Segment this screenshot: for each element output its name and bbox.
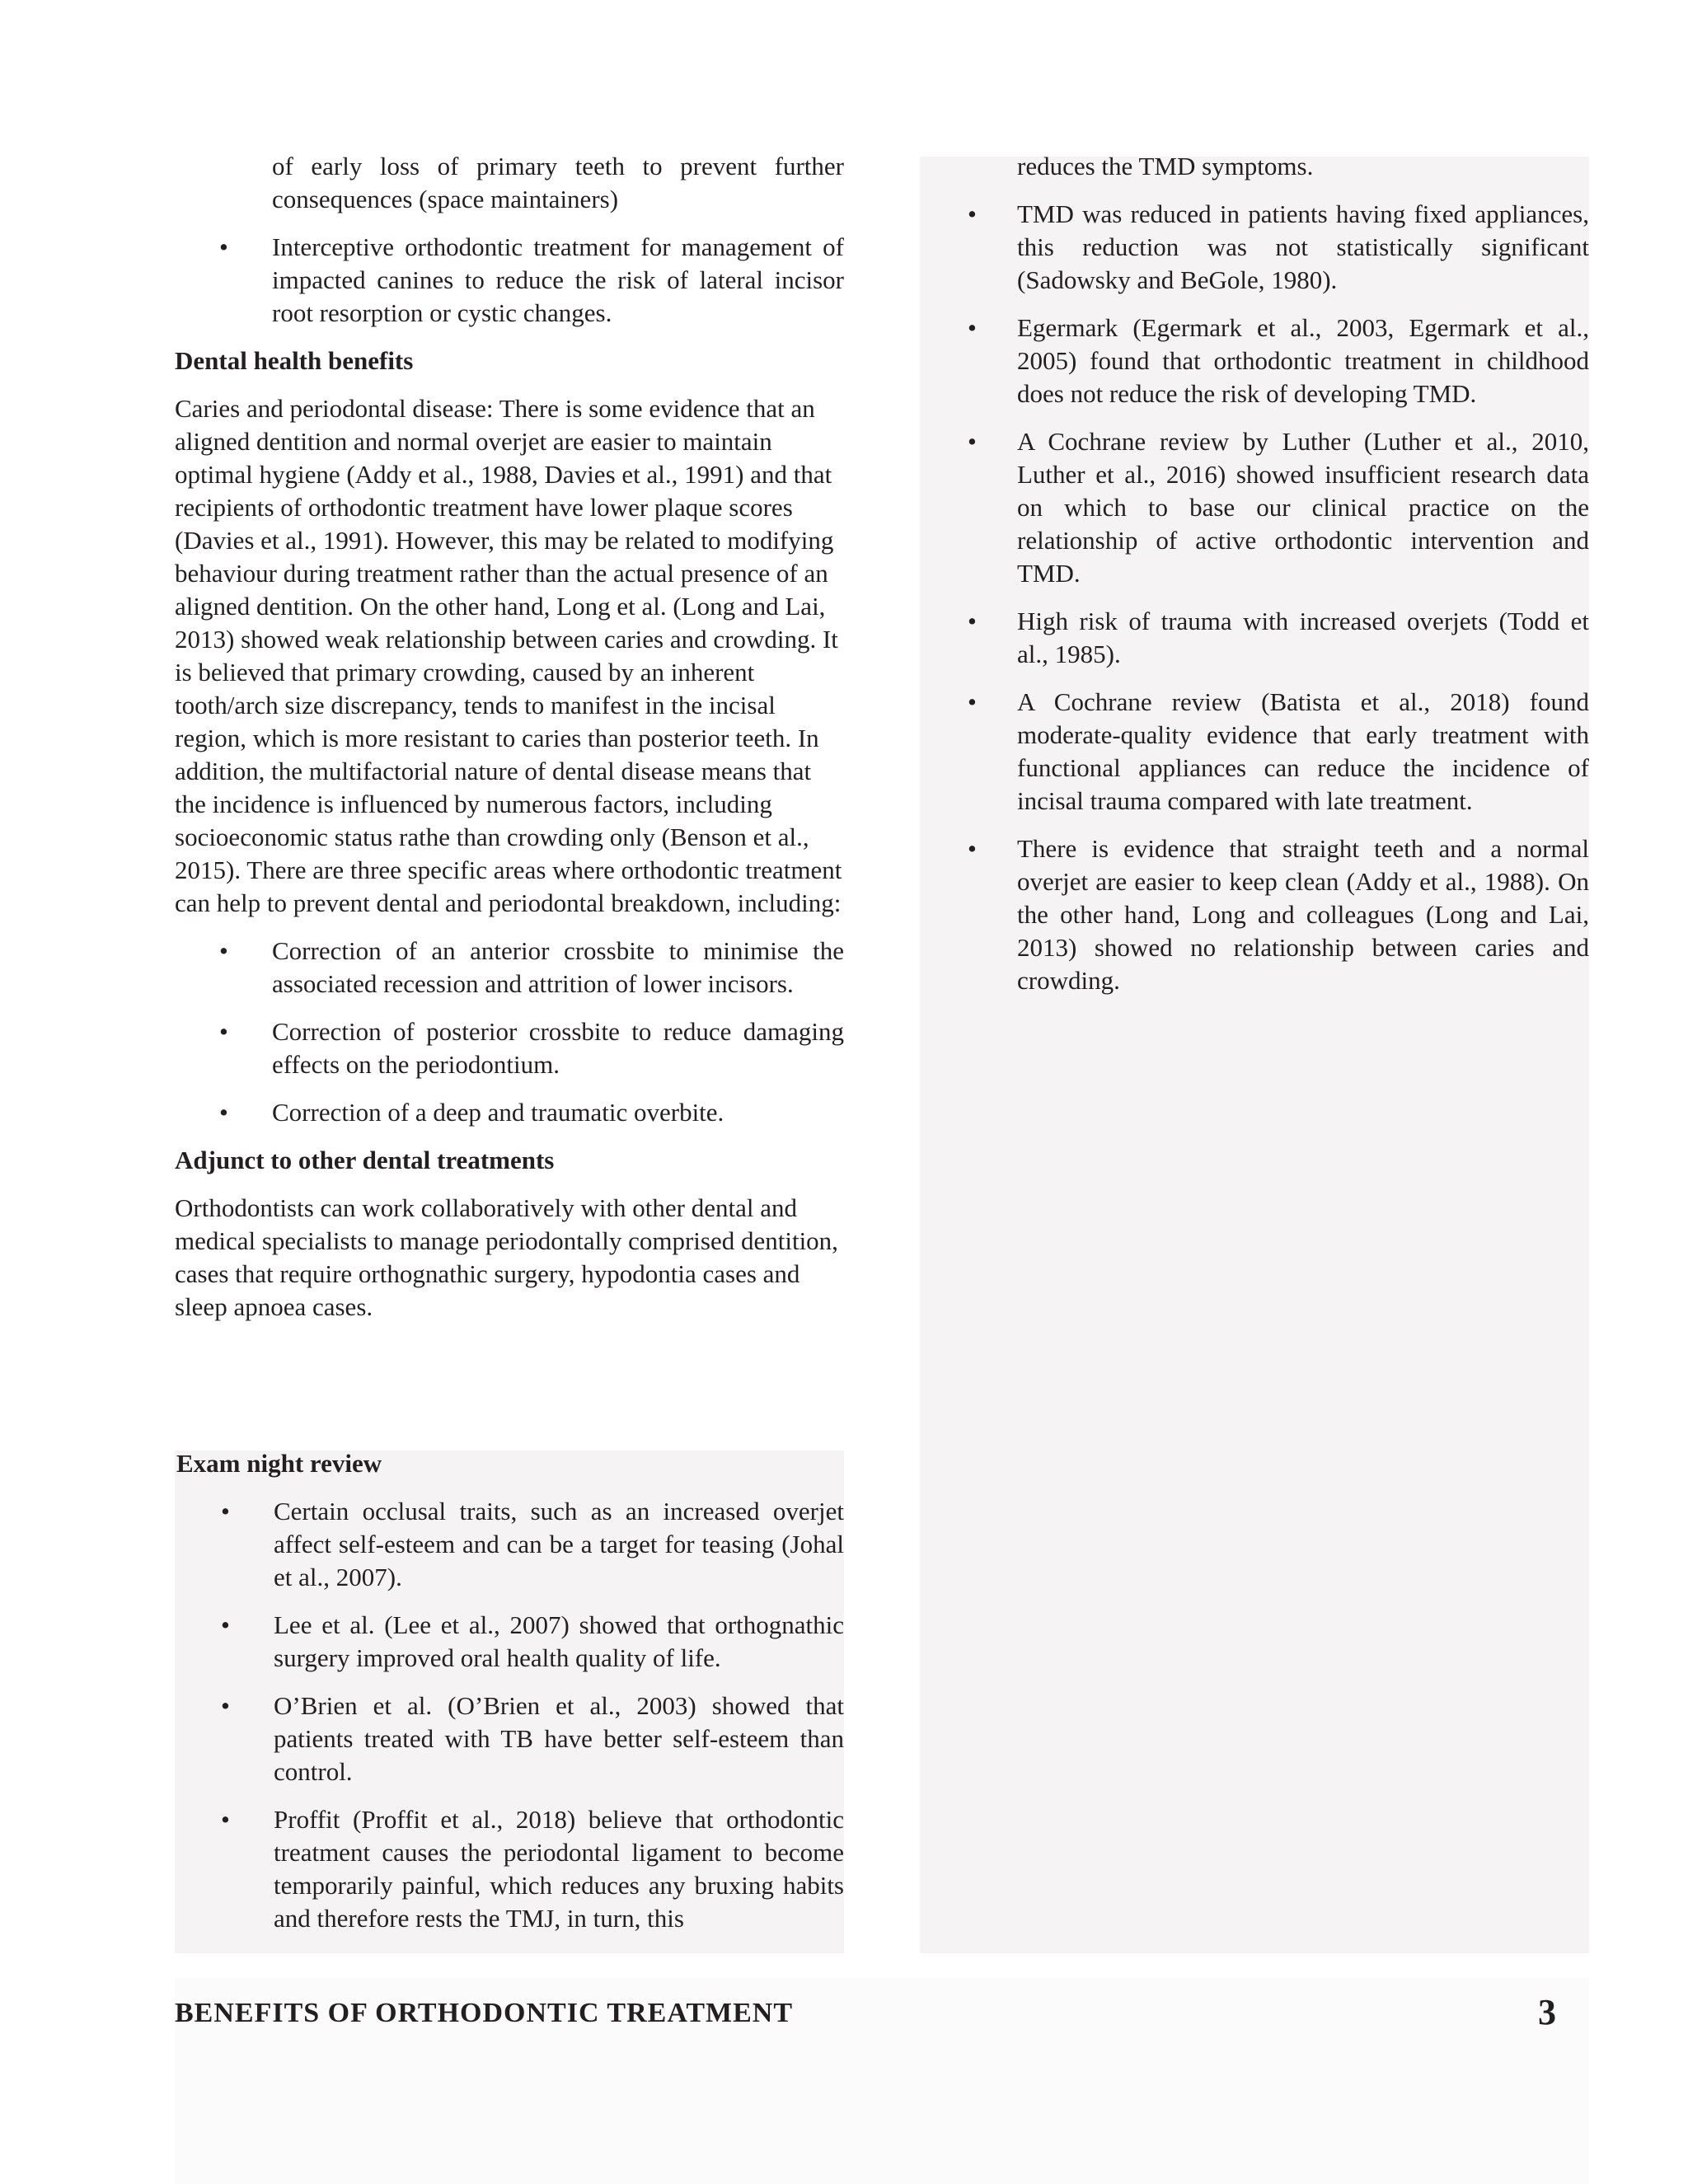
dental-bullet-list [175, 935, 844, 1129]
section-heading-adjunct: Adjunct to other dental treatments [175, 1146, 555, 1174]
list-item: • High risk of trauma with increased overjets (Todd et al., 1985). [920, 605, 1589, 671]
list-item: • Correction of posterior crossbite to reduce damaging effects on the periodontium. [175, 1015, 844, 1081]
exam-review-heading: Exam night review [176, 1449, 382, 1478]
list-item: • Lee et al. (Lee et al., 2007) showed that orthognathic surgery improved oral health quality of life. [176, 1609, 844, 1675]
dental-health-paragraph: Caries and periodontal disease: There is some evidence that an aligned dentition and normal overjet are easier to maintain optimal hygiene (Addy et al., 1988, Davies et al., 1991) and that recipients of orthodontic treatment have lower plaque scores (Davies et al., 1991). However, this may be related to modifying behaviour during treatment rather than the actual presence of an aligned dentition. On the other hand, Long et al. (Long and Lai, 2013) showed weak relationship between caries and crowding. It is believed that primary crowding, caused by an inherent tooth/arch size discrepancy, tends to manifest in the incisal region, which is more resistant to caries than posterior teeth. In addition, the multifactorial nature of dental disease means that the incidence is influenced by numerous factors, including socioeconomic status rathe than crowding only (Benson et al., 2015). There are three specific areas where orthodontic treatment can help to prevent dental and periodontal breakdown, including: [175, 394, 842, 917]
list-item: • Interceptive orthodontic treatment for management of impacted canines to reduce the risk of lateral incisor root resorption or cystic changes. [175, 231, 844, 330]
bullet-continuation: of early loss of primary teeth to prevent further consequences (space maintainers) [272, 152, 844, 213]
list-item: • Certain occlusal traits, such as an increased overjet affect self-esteem and can be a target for teasing (Johal et al., 2007). [176, 1495, 844, 1594]
list-item: • There is evidence that straight teeth and a normal overjet are easier to keep clean (Addy et al., 1988). On the other hand, Long and colleagues (Long and Lai, 2013) showed no relationship between caries and crowding. [920, 832, 1589, 997]
right-bullet-list [920, 198, 1589, 997]
list-item: • A Cochrane review by Luther (Luther et al., 2010, Luther et al., 2016) showed insufficient research data on which to base our clinical practice on the relationship of active orthodontic intervention and TMD. [920, 425, 1589, 590]
right-column [920, 150, 1589, 1012]
bullet-continuation: reduces the TMD symptoms. [1017, 152, 1314, 180]
list-item: • Egermark (Egermark et al., 2003, Egermark et al., 2005) found that orthodontic treatment in childhood does not reduce the risk of developing TMD. [920, 312, 1589, 410]
list-item: • Correction of an anterior crossbite to minimise the associated recession and attrition of lower incisors. [175, 935, 844, 1001]
list-item: • TMD was reduced in patients having fixed appliances, this reduction was not statistically significant (Sadowsky and BeGole, 1980). [920, 198, 1589, 297]
exam-review-list [176, 1495, 844, 1935]
list-item: • Correction of a deep and traumatic overbite. [175, 1096, 844, 1129]
list-item: • A Cochrane review (Batista et al., 2018) found moderate-quality evidence that early treatment with functional appliances can reduce the incidence of incisal trauma compared with late treatment. [920, 686, 1589, 818]
left-column [175, 150, 844, 1338]
adjunct-paragraph: Orthodontists can work collaboratively with other dental and medical specialists to manage periodontally comprised dentition, cases that require orthognathic surgery, hypodontia cases and sleep apnoea cases. [175, 1193, 838, 1321]
intro-bullet-list [175, 231, 844, 330]
list-item: • O’Brien et al. (O’Brien et al., 2003) showed that patients treated with TB have better self-esteem than control. [176, 1690, 844, 1788]
page-number: 3 [1538, 1992, 1556, 2032]
exam-review [176, 1447, 844, 1950]
list-item: • Proffit (Proffit et al., 2018) believe that orthodontic treatment causes the periodontal ligament to become temporarily painful, which reduces any bruxing habits and therefore rests the TMJ, in turn, this [176, 1803, 844, 1935]
section-heading-dental-health: Dental health benefits [175, 346, 414, 375]
running-footer-title: BENEFITS OF ORTHODONTIC TREATMENT [175, 1998, 794, 2028]
